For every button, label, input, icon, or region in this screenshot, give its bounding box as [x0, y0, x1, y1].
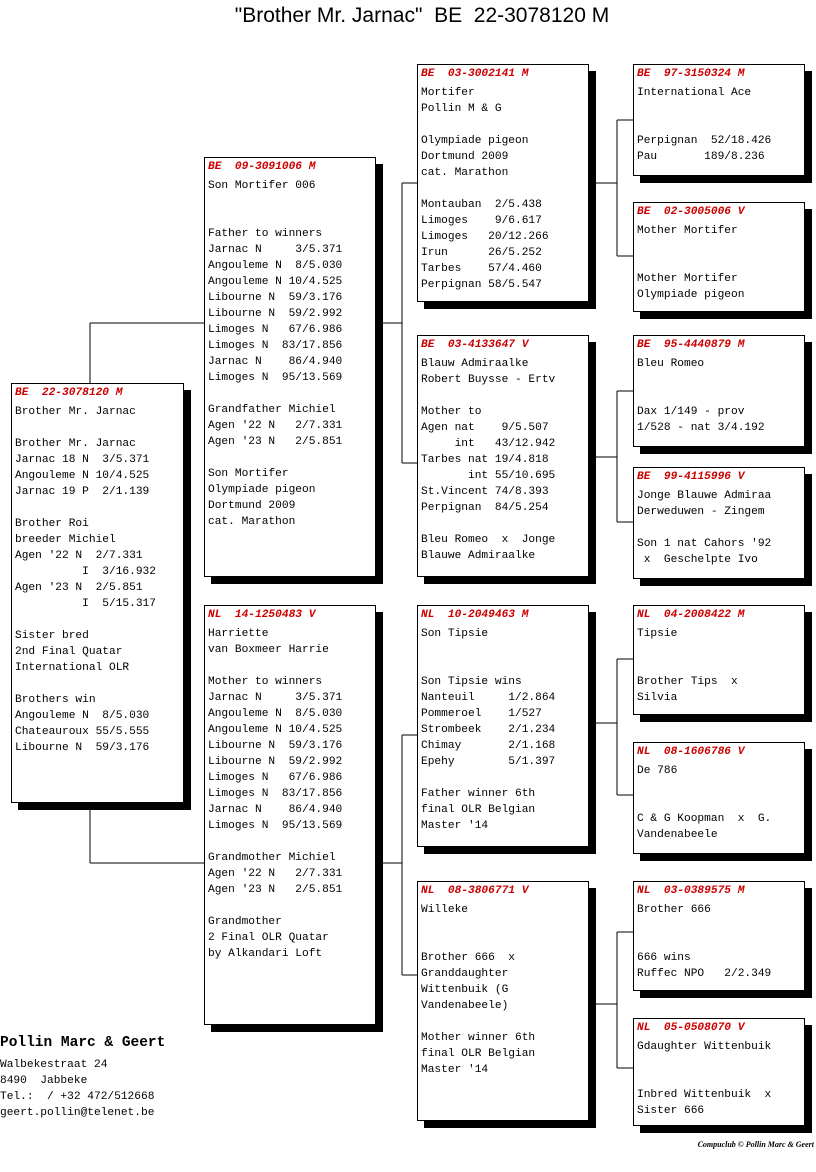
note-line [637, 658, 804, 674]
note-line [208, 834, 375, 850]
pigeon-name: Bleu Romeo [637, 358, 705, 370]
note-line [637, 1055, 804, 1071]
note-line: Grandmother [208, 916, 282, 928]
note-line: Vandenabeele [637, 829, 718, 841]
note-line [637, 520, 804, 536]
note-line: breeder Michiel [15, 534, 116, 546]
note-line: Chateauroux 55/5.555 [15, 726, 150, 738]
pigeon-notes [637, 239, 804, 303]
note-line: Agen nat 9/5.507 [421, 422, 549, 434]
note-line: x Geschelpte Ivo [637, 554, 758, 566]
pedigree-card-ggp-fff [633, 64, 805, 176]
note-line [637, 117, 804, 133]
page-title: "Brother Mr. Jarnac" BE 22-3078120 M [234, 4, 610, 27]
note-line: Angouleme N 8/5.030 [15, 710, 150, 722]
note-line [15, 420, 183, 436]
note-line [637, 239, 804, 255]
note-line: Wittenbuik (G [421, 984, 509, 996]
owner-phone: Tel.: / +32 472/512668 [0, 1091, 155, 1103]
note-line [208, 210, 375, 226]
note-line: Grandfather Michiel [208, 404, 336, 416]
pigeon-notes [637, 101, 804, 165]
note-line [637, 779, 804, 795]
note-line: Dortmund 2009 [208, 500, 296, 512]
note-line: International OLR [15, 662, 130, 674]
note-line: Angouleme N 8/5.030 [208, 708, 343, 720]
ring-number: BE 95-4440879 M [637, 339, 745, 351]
note-line: van Boxmeer Harrie [208, 644, 329, 656]
note-line: Vandenabeele) [421, 1000, 509, 1012]
note-line: Nanteuil 1/2.864 [421, 692, 556, 704]
note-line: 2nd Final Quatar [15, 646, 123, 658]
note-line: Limoges 9/6.617 [421, 215, 542, 227]
note-line: Dortmund 2009 [421, 151, 509, 163]
pigeon-notes [421, 101, 588, 293]
note-line: Olympiade pigeon [421, 135, 529, 147]
note-line: Perpignan 84/5.254 [421, 502, 549, 514]
note-line: int 55/10.695 [421, 470, 556, 482]
note-line: Jarnac N 3/5.371 [208, 244, 343, 256]
note-line: Robert Buysse - Ertv [421, 374, 556, 386]
note-line: Son 1 nat Cahors '92 [637, 538, 772, 550]
pedigree-card-ggp-ffm [633, 202, 805, 312]
note-line: Strombeek 2/1.234 [421, 724, 556, 736]
pigeon-name: Mother Mortifer [637, 225, 738, 237]
owner-address: Walbekestraat 24 [0, 1059, 108, 1071]
note-line: Agen '22 N 2/7.331 [15, 550, 143, 562]
note-line [421, 388, 588, 404]
pedigree-card-ggp-fmm [633, 467, 805, 579]
pigeon-notes [637, 1055, 804, 1119]
note-line: Libourne N 59/3.176 [15, 742, 150, 754]
pigeon-notes [15, 420, 183, 756]
ring-number: NL 08-3806771 V [421, 885, 529, 897]
note-line [637, 372, 804, 388]
pigeon-notes [637, 918, 804, 982]
note-line [637, 642, 804, 658]
note-line: Montauban 2/5.438 [421, 199, 542, 211]
note-line [421, 658, 588, 674]
ring-number: BE 09-3091006 M [208, 161, 316, 173]
pedigree-card-father [204, 157, 376, 577]
pigeon-name: Jonge Blauwe Admiraa [637, 490, 772, 502]
pigeon-name: Brother Mr. Jarnac [15, 406, 136, 418]
note-line: Mother winner 6th [421, 1032, 536, 1044]
note-line: Limoges 20/12.266 [421, 231, 549, 243]
note-line: by Alkandari Loft [208, 948, 323, 960]
note-line: Granddaughter [421, 968, 509, 980]
note-line: Mother to [421, 406, 482, 418]
note-line: cat. Marathon [208, 516, 296, 528]
note-line: Tarbes nat 19/4.818 [421, 454, 549, 466]
note-line: Jarnac 18 N 3/5.371 [15, 454, 150, 466]
pigeon-notes [637, 779, 804, 843]
pigeon-name: Son Tipsie [421, 628, 489, 640]
owner-email: geert.pollin@telenet.be [0, 1107, 155, 1119]
note-line: C & G Koopman x G. [637, 813, 772, 825]
pedigree-card-ggp-mmf [633, 881, 805, 991]
pedigree-card-maternal-grandfather [417, 605, 589, 847]
note-line: Olympiade pigeon [208, 484, 316, 496]
note-line [637, 101, 804, 117]
pigeon-name: Mortifer [421, 87, 475, 99]
pedigree-card-ggp-mff [633, 605, 805, 715]
pedigree-card-ggp-mmm [633, 1018, 805, 1126]
note-line: Grandmother Michiel [208, 852, 336, 864]
ring-number: BE 03-3002141 M [421, 68, 529, 80]
pigeon-name: International Ace [637, 87, 752, 99]
pedigree-card-maternal-grandmother [417, 881, 589, 1121]
pigeon-notes [421, 642, 588, 834]
pigeon-notes [637, 504, 804, 568]
note-line: Libourne N 59/2.992 [208, 308, 343, 320]
note-line: Sister bred [15, 630, 89, 642]
pigeon-notes [637, 372, 804, 436]
note-line: Brother Tips x [637, 676, 738, 688]
pigeon-notes [208, 194, 375, 530]
note-line: Sister 666 [637, 1105, 705, 1117]
note-line [421, 770, 588, 786]
pigeon-name: Gdaughter Wittenbuik [637, 1041, 772, 1053]
note-line: Epehy 5/1.397 [421, 756, 556, 768]
note-line: I 5/15.317 [15, 598, 156, 610]
pedigree-card-ggp-fmf [633, 335, 805, 447]
ring-number: NL 03-0389575 M [637, 885, 745, 897]
note-line: Ruffec NPO 2/2.349 [637, 968, 772, 980]
ring-number: BE 22-3078120 M [15, 387, 123, 399]
note-line: Angouleme N 8/5.030 [208, 260, 343, 272]
note-line [15, 500, 183, 516]
ring-number: BE 02-3005006 V [637, 206, 745, 218]
note-line: St.Vincent 74/8.393 [421, 486, 549, 498]
note-line: Pau 189/8.236 [637, 151, 765, 163]
note-line [208, 450, 375, 466]
note-line [15, 612, 183, 628]
note-line: Brother 666 x [421, 952, 515, 964]
pigeon-name: De 786 [637, 765, 678, 777]
note-line [421, 516, 588, 532]
ring-number: BE 99-4115996 V [637, 471, 745, 483]
note-line: Olympiade pigeon [637, 289, 745, 301]
note-line: Jarnac 19 P 2/1.139 [15, 486, 150, 498]
note-line: int 43/12.942 [421, 438, 556, 450]
pigeon-name: Tipsie [637, 628, 678, 640]
note-line: Derweduwen - Zingem [637, 506, 765, 518]
note-line [421, 934, 588, 950]
note-line [421, 642, 588, 658]
pigeon-name: Blauw Admiraalke [421, 358, 529, 370]
note-line: Limoges N 95/13.569 [208, 372, 343, 384]
note-line: Limoges N 67/6.986 [208, 772, 343, 784]
note-line: Angouleme N 10/4.525 [15, 470, 150, 482]
ring-number: NL 05-0508070 V [637, 1022, 745, 1034]
pigeon-name: Son Mortifer 006 [208, 180, 316, 192]
note-line [421, 918, 588, 934]
owner-city: 8490 Jabbeke [0, 1075, 88, 1087]
note-line: Jarnac N 3/5.371 [208, 692, 343, 704]
note-line: Chimay 2/1.168 [421, 740, 556, 752]
note-line [15, 676, 183, 692]
owner-name: Pollin Marc & Geert [0, 1035, 166, 1051]
note-line: Brothers win [15, 694, 96, 706]
note-line: Blauwe Admiraalke [421, 550, 536, 562]
note-line: Libourne N 59/3.176 [208, 292, 343, 304]
note-line: final OLR Belgian [421, 1048, 536, 1060]
pedigree-card-paternal-grandmother [417, 335, 589, 577]
note-line: cat. Marathon [421, 167, 509, 179]
note-line: Agen '22 N 2/7.331 [208, 420, 343, 432]
note-line [208, 658, 375, 674]
note-line: Brother Roi [15, 518, 89, 530]
note-line [637, 918, 804, 934]
note-line: Irun 26/5.252 [421, 247, 542, 259]
ring-number: NL 10-2049463 M [421, 609, 529, 621]
note-line [421, 181, 588, 197]
note-line: Master '14 [421, 1064, 489, 1076]
pigeon-name: Harriette [208, 628, 269, 640]
note-line: Angouleme N 10/4.525 [208, 276, 343, 288]
note-line: Jarnac N 86/4.940 [208, 356, 343, 368]
pigeon-notes [208, 642, 375, 962]
note-line: Mother to winners [208, 676, 323, 688]
pedigree-card-mother [204, 605, 376, 1025]
owner-info [0, 1035, 165, 1121]
note-line: 2 Final OLR Quatar [208, 932, 329, 944]
note-line [421, 1014, 588, 1030]
note-line: Agen '23 N 2/5.851 [15, 582, 143, 594]
pigeon-name: Brother 666 [637, 904, 711, 916]
note-line [637, 934, 804, 950]
note-line: Bleu Romeo x Jonge [421, 534, 556, 546]
footer-credit: Compuclub © Pollin Marc & Geert [697, 1140, 814, 1149]
note-line: Brother Mr. Jarnac [15, 438, 136, 450]
note-line: Pommeroel 1/527 [421, 708, 542, 720]
note-line: Agen '23 N 2/5.851 [208, 884, 343, 896]
ring-number: NL 08-1606786 V [637, 746, 745, 758]
ring-number: BE 97-3150324 M [637, 68, 745, 80]
note-line [637, 795, 804, 811]
note-line: Mother Mortifer [637, 273, 738, 285]
pigeon-name: Willeke [421, 904, 468, 916]
note-line: Limoges N 95/13.569 [208, 820, 343, 832]
note-line: Perpignan 52/18.426 [637, 135, 772, 147]
note-line: Perpignan 58/5.547 [421, 279, 542, 291]
pedigree-card-subject [11, 383, 184, 803]
note-line: Limoges N 83/17.856 [208, 340, 343, 352]
note-line [637, 1071, 804, 1087]
note-line: Silvia [637, 692, 678, 704]
note-line: Libourne N 59/3.176 [208, 740, 343, 752]
pigeon-notes [421, 918, 588, 1078]
note-line: Son Mortifer [208, 468, 289, 480]
note-line: Jarnac N 86/4.940 [208, 804, 343, 816]
note-line: Limoges N 67/6.986 [208, 324, 343, 336]
ring-number: NL 14-1250483 V [208, 609, 316, 621]
ring-number: BE 03-4133647 V [421, 339, 529, 351]
ring-number: NL 04-2008422 M [637, 609, 745, 621]
note-line: Son Tipsie wins [421, 676, 522, 688]
note-line: Father winner 6th [421, 788, 536, 800]
note-line [208, 386, 375, 402]
pedigree-card-ggp-mfm [633, 742, 805, 854]
pedigree-card-paternal-grandfather [417, 64, 589, 302]
pigeon-notes [421, 372, 588, 564]
note-line: Pollin M & G [421, 103, 502, 115]
note-line: Father to winners [208, 228, 323, 240]
note-line: Limoges N 83/17.856 [208, 788, 343, 800]
note-line: Agen '22 N 2/7.331 [208, 868, 343, 880]
note-line: 666 wins [637, 952, 691, 964]
note-line: Libourne N 59/2.992 [208, 756, 343, 768]
note-line: 1/528 - nat 3/4.192 [637, 422, 765, 434]
note-line: Inbred Wittenbuik x [637, 1089, 772, 1101]
note-line: Agen '23 N 2/5.851 [208, 436, 343, 448]
note-line: Dax 1/149 - prov [637, 406, 745, 418]
note-line: Master '14 [421, 820, 489, 832]
note-line: Tarbes 57/4.460 [421, 263, 542, 275]
pigeon-notes [637, 642, 804, 706]
note-line [637, 388, 804, 404]
note-line [421, 117, 588, 133]
note-line: I 3/16.932 [15, 566, 156, 578]
note-line [637, 255, 804, 271]
note-line: final OLR Belgian [421, 804, 536, 816]
note-line [208, 194, 375, 210]
note-line [208, 898, 375, 914]
note-line: Angouleme N 10/4.525 [208, 724, 343, 736]
